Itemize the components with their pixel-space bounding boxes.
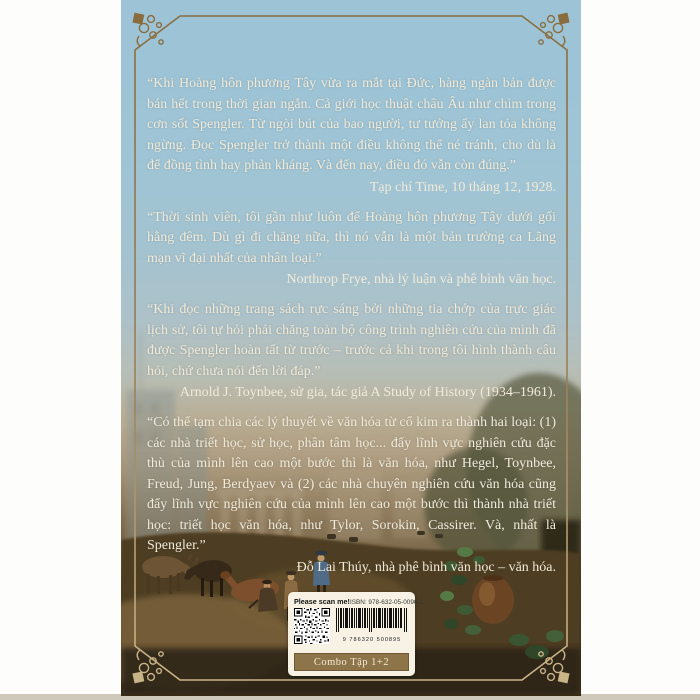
barcode-digits: 9 786320 500895 [342,637,402,643]
quote-text: “Khi Hoàng hôn phương Tây vừa ra mắt tại Đức, hàng ngàn bản được bán hết trong thời gian ngắn. Cả giới học thuật châu Âu như chìm trong cơn sốt Spengler. Từ ngòi bút của bao người, tư tưởng ấy lan tỏa không ngừng. Đọc Spengler trở thành một điều không thể né tránh, cho dù là để đồng tình hay phản kháng. Và đến nay, điều đó vẫn còn đúng.” [147,76,556,174]
book-back-cover [121,0,581,696]
barcode-panel [288,592,424,676]
qr-code [294,608,330,649]
corner-flourish-bottom-right [539,650,569,683]
quote-text: “Khi đọc những trang sách rực sáng bởi những tia chớp của trực giác lịch sử, tôi tự hỏi phải chăng toàn bộ công trình nghiên cứu của mình đã được Spengler hoàn tất từ trước – trước cả khi trong tôi hình thành câu hỏi, chứ chưa nói đến lời đáp.” [147,301,556,379]
quote-block [147,300,556,404]
quote-attribution: Đỗ Lai Thúy, nhà phê bình văn học – văn hóa. [296,560,556,576]
quote-text: “Có thể tạm chia các lý thuyết về văn hóa từ cổ kim ra thành hai loại: (1) các nhà triết học, sử học, phân tâm học... đẩy lĩnh vực nghiên cứu đặc thù của mình lên cao một bước thì là văn hóa, như Hegel, Toynbee, Freud, Jung, Berdyaev và (2) các nhà chuyên nghiên cứu văn hóa cũng đẩy lĩnh vực nghiên cứu của mình lên cao một bước thì thành nhà triết học: triết học văn hóa, như Tylor, Sorokin, Cassirer. Và, nhất là Spengler.” [147,414,556,554]
ean-barcode [336,608,408,637]
quote-block [147,208,556,291]
quote-attribution: Northrop Frye, nhà lý luận và phê bình văn học. [286,272,556,288]
isbn-label: ISBN: 978-632-05-0090-1 [349,599,424,606]
scan-prompt-label: Please scan me! [294,597,350,606]
corner-flourish-bottom-left [133,650,163,683]
quote-text: “Thời sinh viên, tôi gần như luôn để Hoàng hôn phương Tây dưới gối hằng đêm. Dù gì đi chăng nữa, thì nó vẫn là một bản trường ca Lãng mạn vĩ đại nhất của nhân loại.” [147,209,556,266]
quote-attribution: Arnold J. Toynbee, sử gia, tác giả A Study of History (1934–1961). [179,385,556,401]
corner-flourish-top-left [133,13,163,46]
back-cover-quotes [147,74,556,588]
corner-flourish-top-right [539,13,569,46]
combo-edition-badge: Combo Tập 1+2 [294,653,409,671]
quote-block [147,74,556,199]
quote-block [147,413,556,579]
quote-attribution: Tạp chí Time, 10 tháng 12, 1928. [369,179,556,195]
